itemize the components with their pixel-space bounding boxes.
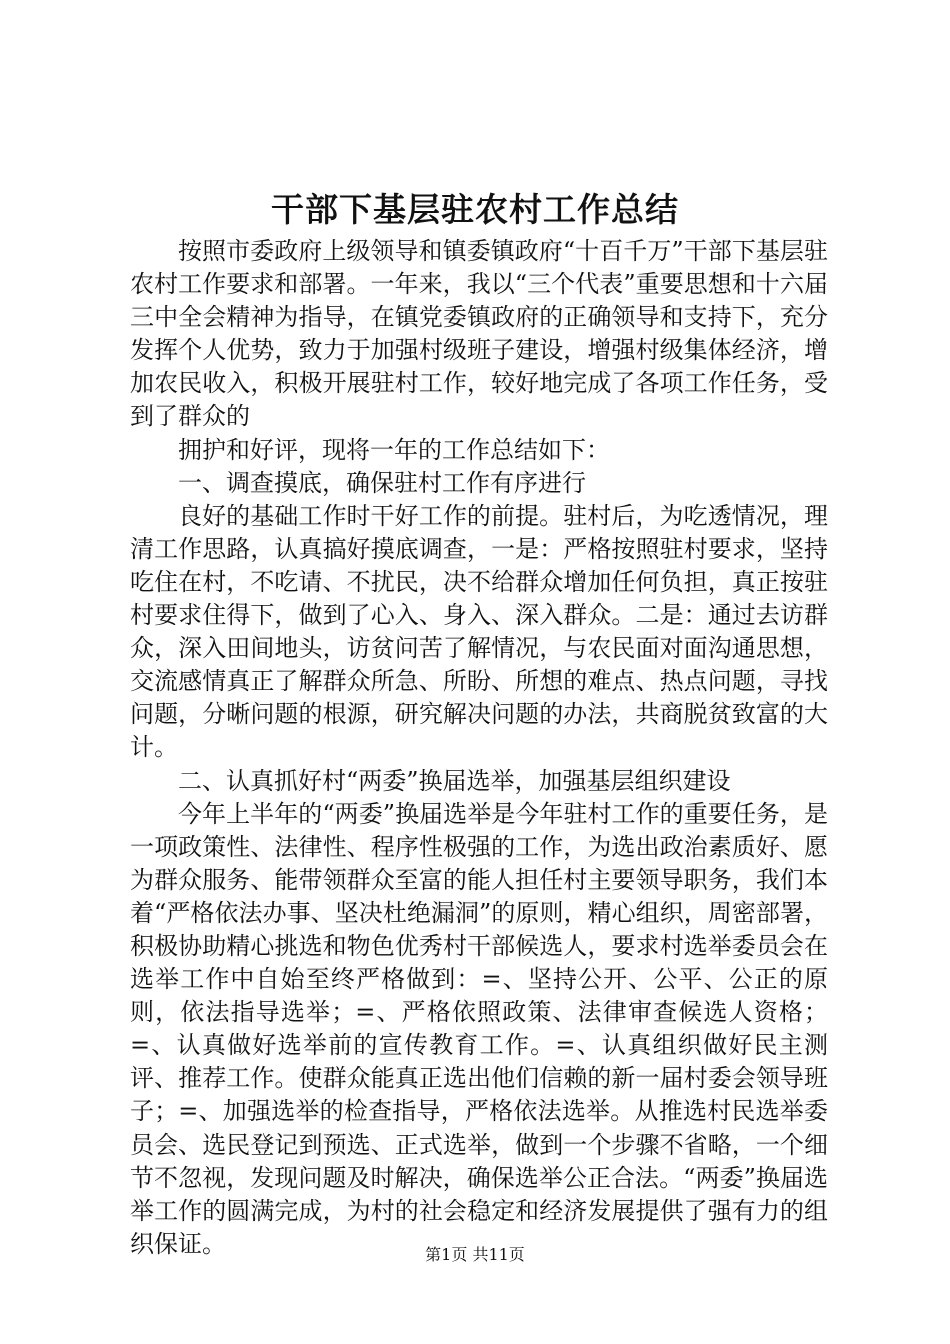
paragraph-section-2: 今年上半年的“两委”换届选举是今年驻村工作的重要任务，是一项政策性、法律性、程序性极强的工作，为选出政治素质好、愿为群众服务、能带领群众至富的能人担任村主要领导职务，我们本着“严格依法办事、坚决杜绝漏洞”的原则，精心组织，周密部署，积极协助精心挑选和物色优秀村干部候选人，要求村选举委员会在选举工作中自始至终严格做到：=、坚持公开、公平、公正的原则，依法指导选举；=、严格依照政策、法律审查候选人资格；=、认真做好选举前的宣传教育工作。=、认真组织做好民主测评、推荐工作。使群众能真正选出他们信赖的新一届村委会领导班子；=、加强选举的检查指导，严格依法选举。从推选村民选举委员会、选民登记到预选、正式选举，做到一个步骤不省略，一个细节不忽视，发现问题及时解决，确保选举公正合法。“两委”换届选举工作的圆满完成，为村的社会稳定和经济发展提供了强有力的组织保证。 — [130, 799, 828, 1258]
document-title: 干部下基层驻农村工作总结 — [271, 190, 679, 229]
section-heading-1: 一、调查摸底，确保驻村工作有序进行 — [178, 468, 586, 497]
section-heading-2: 二、认真抓好村“两委”换届选举，加强基层组织建设 — [178, 766, 731, 795]
paragraph-intro-continued: 拥护和好评，现将一年的工作总结如下： — [178, 435, 610, 464]
document-body — [130, 235, 828, 1261]
page-number-footer: 第1页 共11页 — [425, 1245, 525, 1264]
paragraph-section-1: 良好的基础工作时干好工作的前提。驻村后，为吃透情况，理清工作思路，认真搞好摸底调查，一是：严格按照驻村要求，坚持吃住在村，不吃请、不扰民，决不给群众增加任何负担，真正按驻村要求住得下，做到了心入、身入、深入群众。二是：通过去访群众，深入田间地头，访贫问苦了解情况，与农民面对面沟通思想，交流感情真正了解群众所急、所盼、所想的难点、热点问题，寻找问题，分晰问题的根源，研究解决问题的办法，共商脱贫致富的大计。 — [130, 501, 828, 762]
paragraph-intro: 按照市委政府上级领导和镇委镇政府“十百千万”干部下基层驻农村工作要求和部署。一年来，我以“三个代表”重要思想和十六届三中全会精神为指导，在镇党委镇政府的正确领导和支持下，充分发挥个人优势，致力于加强村级班子建设，增强村级集体经济，增加农民收入，积极开展驻村工作，较好地完成了各项工作任务，受到了群众的 — [130, 237, 828, 431]
